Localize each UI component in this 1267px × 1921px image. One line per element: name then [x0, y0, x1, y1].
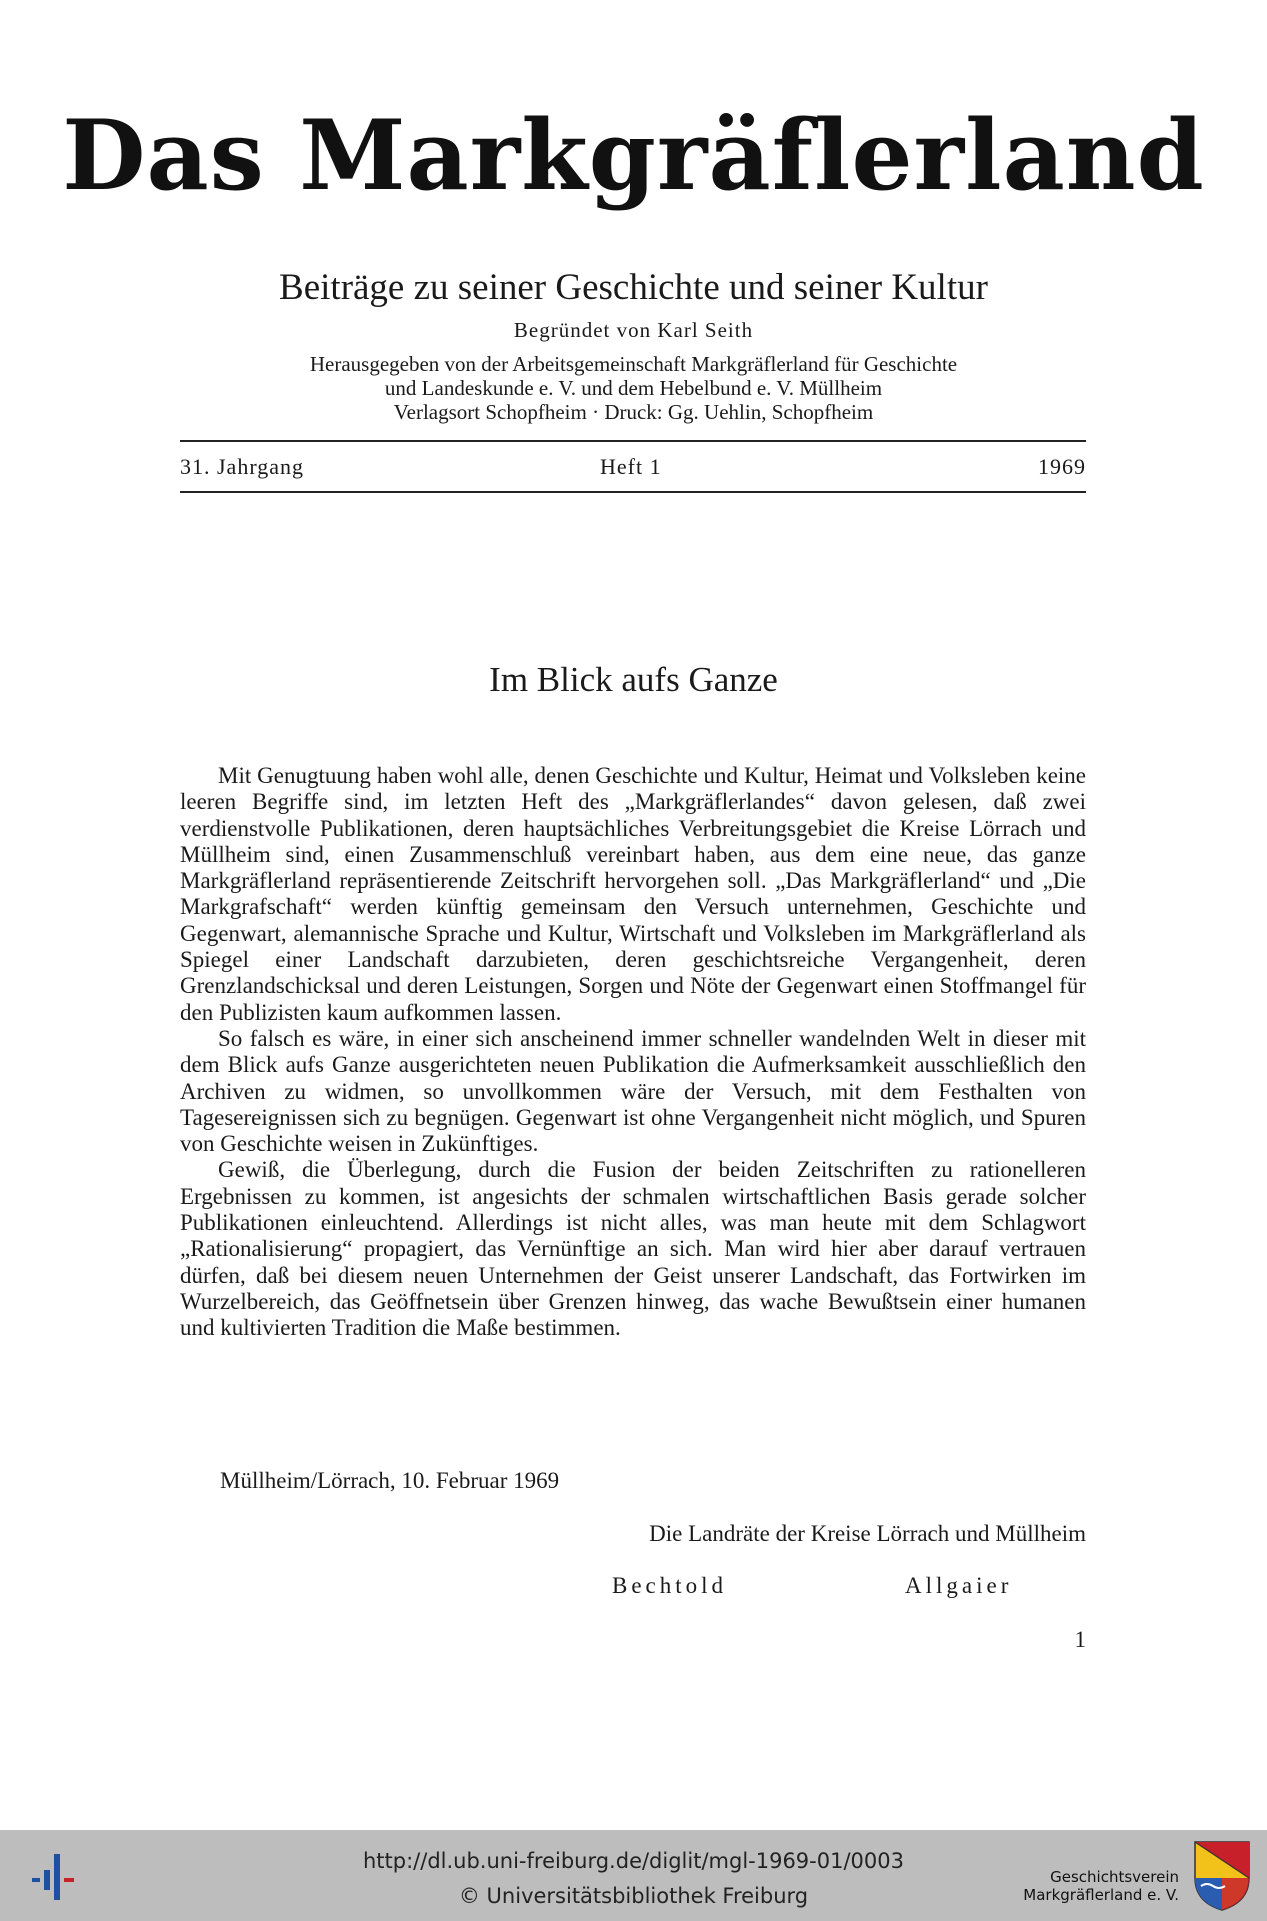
document-url-link[interactable]: http://dl.ub.uni-freiburg.de/diglit/mgl-1969-01/0003 [362, 1849, 904, 1873]
signer-name: Allgaier [905, 1573, 1013, 1598]
article-paragraph: Gewiß, die Überlegung, durch die Fusion der beiden Zeitschriften zu rationelleren Ergebnissen zu kommen, ist angesichts der schmalen wirtschaftlichen Basis gerade solcher Publikationen einleuchtend. Allerdings ist nicht alles, was man heute mit dem Schlagwort „Rationalisierung“ propagiert, das Vernünftige an sich. Man wird hier aber darauf vertrauen dürfen, daß bei diesem neuen Unternehmen der Geist unserer Landschaft, das Fortwirken im Wurzelbereich, das Geöffnetsein über Grenzen hinweg, das wache Bewußtsein einer humanen und kultivierten Tradition die Maße bestimmen. [180, 1157, 1086, 1341]
article-paragraph: Mit Genugtuung haben wohl alle, denen Geschichte und Kultur, Heimat und Volksleben keine leeren Begriffe sind, im letzten Heft des „Markgräflerlandes“ davon gelesen, daß zwei verdienstvolle Publikationen, deren hauptsächliches Verbreitungsgebiet die Kreise Lörrach und Müllheim sind, einen Zusammenschluß vereinbart haben, aus dem eine neue, das ganze Markgräflerland repräsentierende Zeitschrift hervorgehen soll. „Das Markgräflerland“ und „Die Markgrafschaft“ werden künftig gemeinsam den Versuch unternehmen, Geschichte und Gegenwart, alemannische Sprache und Kultur, Wirtschaft und Volksleben im Markgräflerland als Spiegel einer Landschaft darzubieten, deren geschichtsreiche Vergangenheit, deren Grenzlandschicksal und deren Leistungen, Sorgen und Nöte der Gegenwart einen Stoffmangel für den Publizisten kaum aufkommen lassen. [180, 763, 1086, 1025]
signer-name: Bechtold [612, 1573, 728, 1598]
masthead-title: Das Markgräflerland [62, 99, 1205, 212]
page-number: 1 [1074, 1627, 1086, 1652]
publisher-line: Herausgegeben von der Arbeitsgemeinschaft Markgräflerland für Geschichte [309, 352, 958, 376]
volume-label: 31. Jahrgang [180, 454, 305, 479]
viewer-footer [0, 1830, 1267, 1921]
issue-label: Heft 1 [600, 454, 662, 479]
coat-of-arms-icon [1191, 1838, 1253, 1914]
article-body [180, 763, 1086, 1342]
article-paragraph: So falsch es wäre, in einer sich anscheinend immer schneller wandelnden Welt in dieser mit dem Blick aufs Ganze ausgerichteten neuen Publikation die Aufmerksamkeit ausschließlich den Archiven zu widmen, so unvollkommen wäre der Versuch, mit dem Festhalten von Tagesereignissen sich zu begnügen. Gegenwart ist ohne Vergangenheit nicht möglich, und Spuren von Geschichte weisen in Zukünftiges. [180, 1025, 1086, 1157]
header-rule-bottom [180, 491, 1086, 493]
publisher-line: und Landeskunde e. V. und dem Hebelbund e. V. Müllheim [384, 376, 883, 400]
founder-line: Begründet von Karl Seith [513, 318, 754, 342]
publisher-block [0, 352, 1267, 424]
society-line: Geschichtsverein [1050, 1868, 1179, 1886]
society-line: Markgräflerland e. V. [1023, 1886, 1179, 1904]
year-label: 1969 [1038, 454, 1086, 479]
publisher-line: Verlagsort Schopfheim · Druck: Gg. Uehlin, Schopfheim [393, 400, 874, 424]
masthead-subtitle: Beiträge zu seiner Geschichte und seiner Kultur [279, 267, 988, 308]
signatory-line: Die Landräte der Kreise Lörrach und Müllheim [649, 1521, 1086, 1546]
place-date: Müllheim/Lörrach, 10. Februar 1969 [220, 1468, 560, 1493]
article-title: Im Blick aufs Ganze [489, 660, 778, 699]
copyright-notice: © Universitätsbibliothek Freiburg [458, 1884, 809, 1908]
society-name [1023, 1868, 1179, 1904]
header-rule-top [180, 440, 1086, 442]
